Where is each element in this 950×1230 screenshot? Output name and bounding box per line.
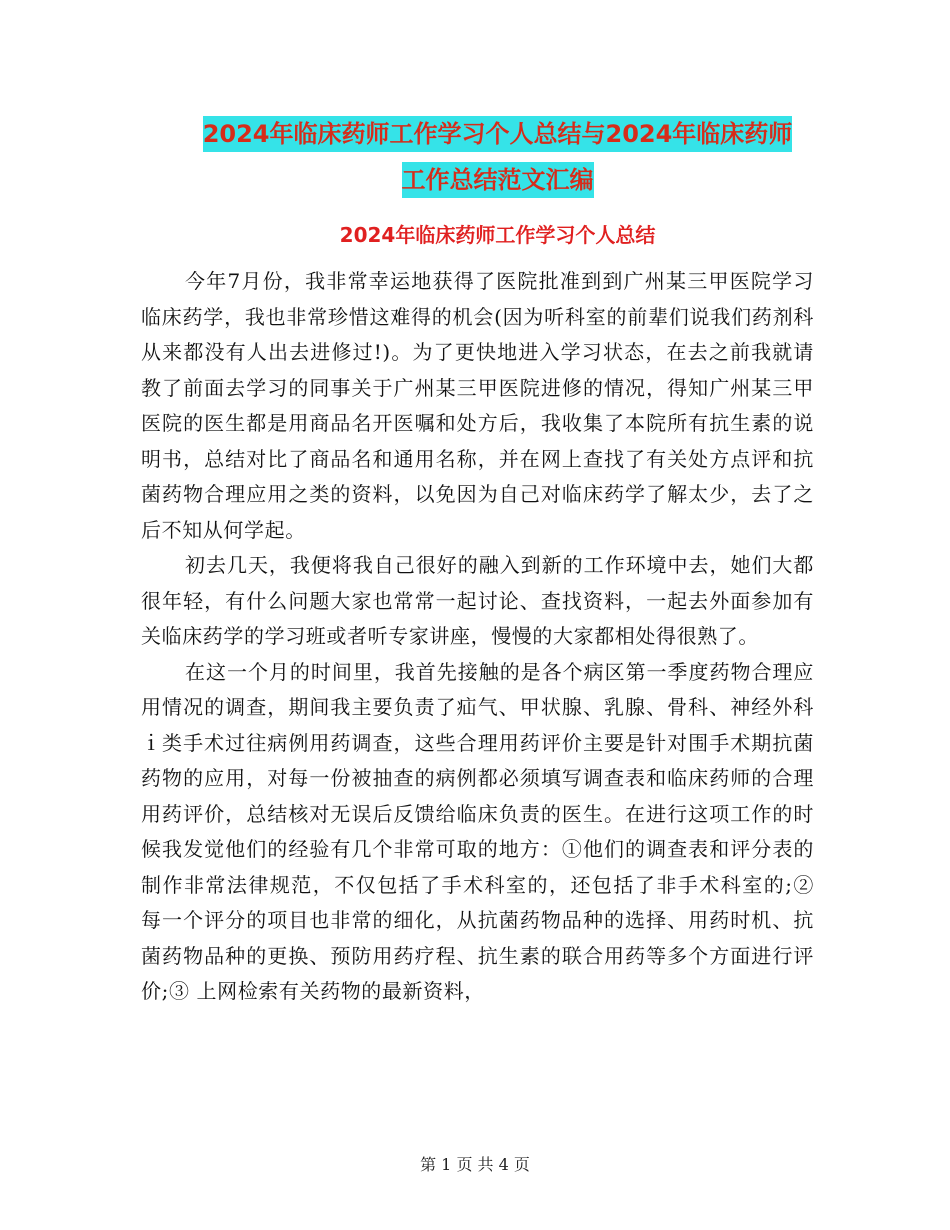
page-footer: 第 1 页 共 4 页	[420, 1155, 530, 1174]
paragraph: 今年7月份，我非常幸运地获得了医院批准到到广州某三甲医院学习临床药学，我也非常珍惜这难得的机会(因为听科室的前辈们说我们药剂科从来都没有人出去进修过!)。为了更快地进入学习状态，在去之前我就请教了前面去学习的同事关于广州某三甲医院进修的情况，得知广州某三甲医院的医生都是用商品名开医嘱和处方后，我收集了本院所有抗生素的说明书，总结对比了商品名和通用名称，并在网上查找了有关处方点评和抗菌药物合理应用之类的资料，以免因为自己对临床药学了解太少，去了之后不知从何学起。	[141, 269, 814, 542]
document-body	[141, 264, 814, 1010]
main-title-line-2: 工作总结范文汇编	[402, 162, 594, 198]
main-title-line-1: 2024年临床药师工作学习个人总结与2024年临床药师	[203, 116, 793, 152]
document-main-title	[140, 111, 855, 203]
section-title: 2024年临床药师工作学习个人总结	[339, 223, 656, 247]
paragraph: 初去几天，我便将我自己很好的融入到新的工作环境中去，她们大都很年轻，有什么问题大家也常常一起讨论、查找资料，一起去外面参加有关临床药学的学习班或者听专家讲座，慢慢的大家都相处得很熟了。	[141, 553, 814, 648]
paragraph: 在这一个月的时间里，我首先接触的是各个病区第一季度药物合理应用情况的调查，期间我主要负责了疝气、甲状腺、乳腺、骨科、神经外科ｉ类手术过往病例用药调查，这些合理用药评价主要是针对围手术期抗菌药物的应用，对每一份被抽查的病例都必须填写调查表和临床药师的合理用药评价，总结核对无误后反馈给临床负责的医生。在进行这项工作的时候我发觉他们的经验有几个非常可取的地方：①他们的调查表和评分表的制作非常法律规范，不仅包括了手术科室的，还包括了非手术科室的;② 每一个评分的项目也非常的细化，从抗菌药物品种的选择、用药时机、抗菌药物品种的更换、预防用药疗程、抗生素的联合用药等多个方面进行评价;③ 上网检索有关药物的最新资料，	[141, 659, 814, 1003]
